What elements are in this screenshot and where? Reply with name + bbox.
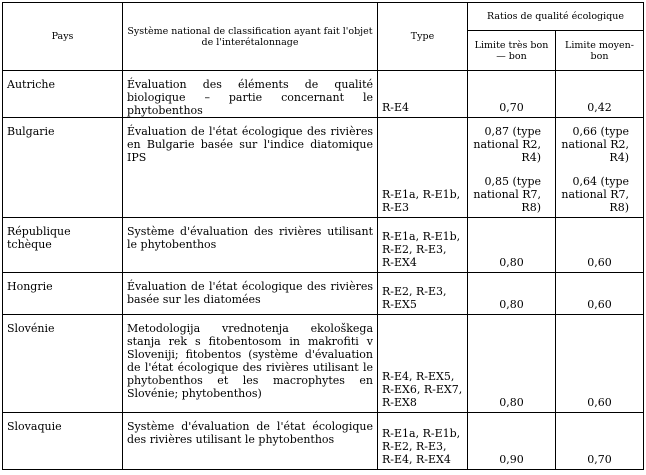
type-line: R-E2, R-E3,: [382, 243, 447, 256]
system-cell: Évaluation des éléments de qualité biologique – partie concernant le phytobenthos: [123, 71, 378, 118]
header-limit-high-good: Limite très bon — bon: [468, 31, 556, 71]
ratio-high-good-cell: 0,80: [468, 315, 556, 413]
type-line: R-E1a, R-E1b,: [382, 427, 461, 440]
type-line: R-EX5: [382, 298, 417, 311]
ratio-high-good-cell: 0,80: [468, 218, 556, 273]
country-cell: République tchèque: [3, 218, 123, 273]
type-cell: [378, 315, 468, 413]
table-row: [3, 118, 644, 218]
type-line: R-E4, R-EX4: [382, 453, 451, 466]
ratio-good-moderate-cell: 0,70: [556, 413, 644, 470]
classification-table: [2, 2, 644, 470]
header-ratios: Ratios de qualité écologique: [468, 3, 644, 31]
header-limit-good-moderate: Limite moyen-bon: [556, 31, 644, 71]
type-line: R-E1a, R-E1b,: [382, 230, 461, 243]
ratio-value: 0,64 (type national R7, R8): [561, 175, 629, 214]
ratio-value: 0,66 (type national R2, R4): [561, 125, 629, 164]
system-cell: Évaluation de l'état écologique des rivières en Bulgarie basée sur l'indice diatomique IPS: [123, 118, 378, 218]
type-line: R-E1a, R-E1b,: [382, 188, 461, 201]
header-system: Système national de classification ayant fait l'objet de l'interétalonnage: [123, 3, 378, 71]
country-cell: Bulgarie: [3, 118, 123, 218]
ratio-value: 0,85 (type national R7, R8): [473, 175, 541, 214]
ratio-high-good-cell: 0,80: [468, 273, 556, 315]
ratio-good-moderate-cell: [556, 118, 644, 218]
ratio-high-good-cell: 0,90: [468, 413, 556, 470]
ratio-good-moderate-cell: 0,60: [556, 273, 644, 315]
header-country: Pays: [3, 3, 123, 71]
ratio-good-moderate-cell: 0,60: [556, 218, 644, 273]
ratio-good-moderate-cell: 0,42: [556, 71, 644, 118]
table-row: [3, 315, 644, 413]
table-row: [3, 413, 644, 470]
table-row: [3, 218, 644, 273]
system-cell: Metodologija vrednotenja ekološkega stanja rek s fitobentosom in makrofiti v Sloveniji; fitobentos (système d'évaluation de l'état écologique des rivières utilisant le phytobenthos et les macrophytes en Slovénie; phytobenthos): [123, 315, 378, 413]
ratio-value: 0,87 (type national R2, R4): [473, 125, 541, 164]
system-cell: Système d'évaluation des rivières utilisant le phytobenthos: [123, 218, 378, 273]
type-cell: [378, 413, 468, 470]
header-type: Type: [378, 3, 468, 71]
type-line: R-E2, R-E3,: [382, 440, 447, 453]
type-line: R-E4, R-EX5,: [382, 370, 455, 383]
type-line: R-E2, R-E3,: [382, 285, 447, 298]
country-cell: Autriche: [3, 71, 123, 118]
ratio-good-moderate-cell: 0,60: [556, 315, 644, 413]
table-row: [3, 273, 644, 315]
type-cell: [378, 273, 468, 315]
type-line: R-EX4: [382, 256, 417, 269]
type-line: R-E3: [382, 201, 410, 214]
system-cell: Évaluation de l'état écologique des rivières basée sur les diatomées: [123, 273, 378, 315]
type-cell: [378, 118, 468, 218]
system-cell: Système d'évaluation de l'état écologique des rivières utilisant le phytobenthos: [123, 413, 378, 470]
type-cell: [378, 218, 468, 273]
type-line: R-EX8: [382, 396, 417, 409]
country-cell: Slovénie: [3, 315, 123, 413]
ratio-high-good-cell: 0,70: [468, 71, 556, 118]
country-cell: Slovaquie: [3, 413, 123, 470]
country-cell: Hongrie: [3, 273, 123, 315]
table-row: [3, 71, 644, 118]
ratio-high-good-cell: [468, 118, 556, 218]
type-cell: [378, 71, 468, 118]
type-line: R-E4: [382, 101, 410, 114]
type-line: R-EX6, R-EX7,: [382, 383, 463, 396]
